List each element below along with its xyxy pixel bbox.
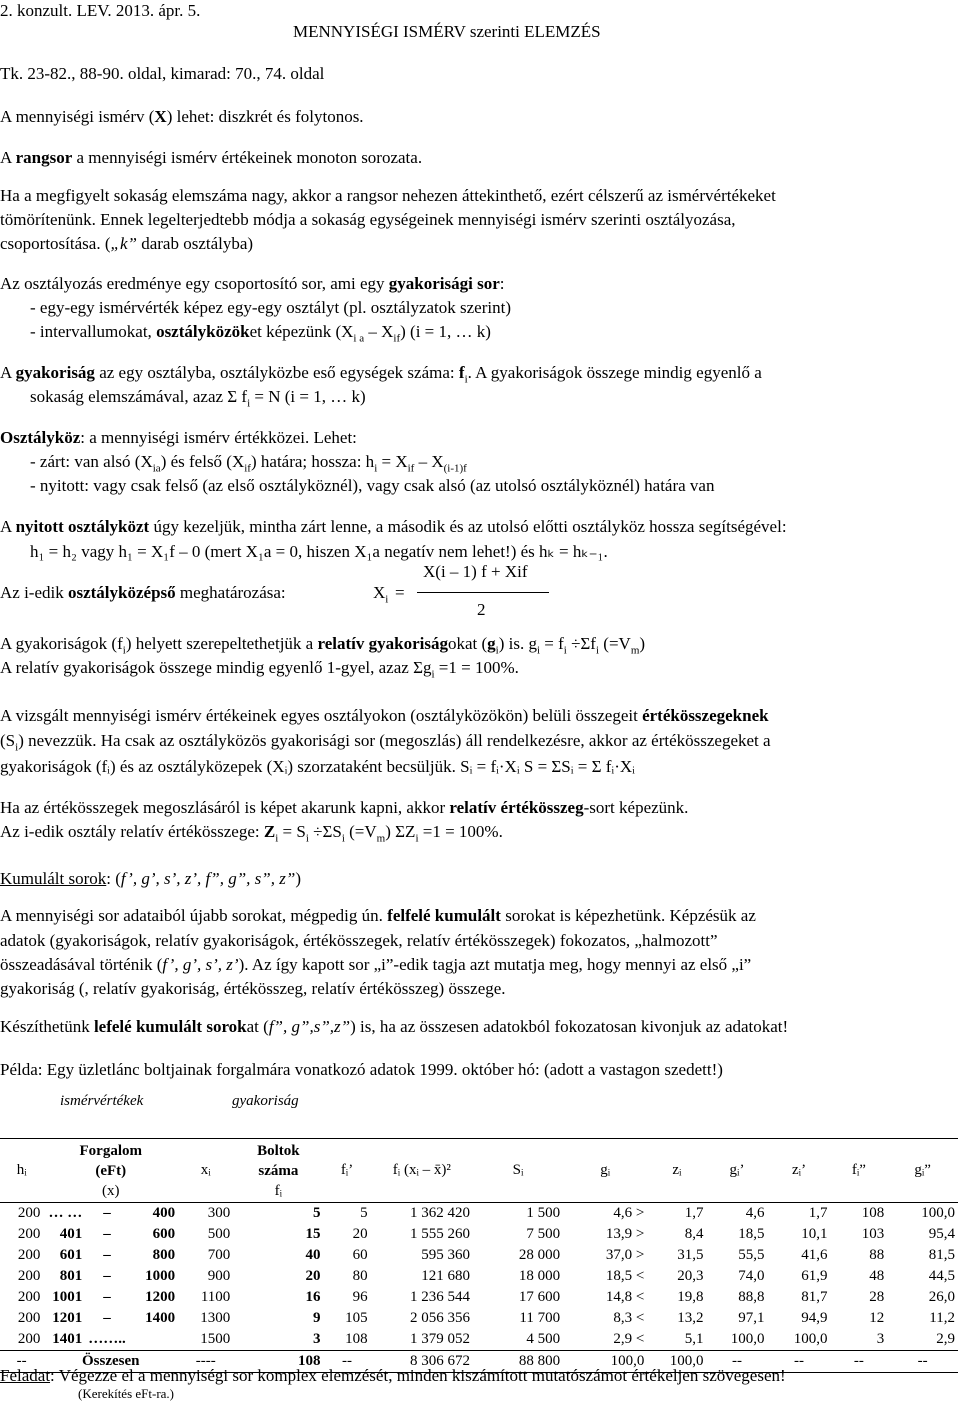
cell-zc: 1,7 xyxy=(808,1205,828,1221)
paragraph-relativ-line1: A gyakoriságok $(f_i)$ helyett szerepeltethetjük a relatív gyakoriságokat $(g_i)$ is. $g_i = f_i \div\Sigma f_i$ $(=V_m)$ xyxy=(0,634,646,657)
paragraph-osztalyozas-line3: - intervallumokat, osztályközöket képezünk $(X_{i a} - X_{if}) (i = 1$, … k) xyxy=(30,322,491,345)
cell-zc: 94,9 xyxy=(801,1310,828,1326)
cell-x: 900 xyxy=(207,1268,231,1284)
table-row xyxy=(0,1308,958,1329)
cell-gc: 55,5 xyxy=(738,1247,765,1263)
col-header-g-downward: gᵢ” xyxy=(914,1162,931,1178)
cell-g: 37,0 > xyxy=(605,1247,645,1263)
cell-z: 31,5 xyxy=(677,1247,704,1263)
cell-g: 18,5 < xyxy=(605,1268,645,1284)
total-cell-fc: -- xyxy=(342,1353,353,1369)
cell-gc: 88,8 xyxy=(738,1289,765,1305)
col-header-x: xᵢ xyxy=(200,1162,211,1178)
cell-fd: 103 xyxy=(861,1226,885,1242)
cell-z: 13,2 xyxy=(677,1310,704,1326)
col-header-boltok: Boltok száma fᵢ xyxy=(257,1142,300,1199)
cell-fd: 108 xyxy=(861,1205,885,1221)
table-header-row xyxy=(0,1139,958,1203)
cell-gc: 4,6 xyxy=(745,1205,765,1221)
cell-f: 15 xyxy=(305,1226,321,1242)
col-header-z-cumulative: zᵢ’ xyxy=(791,1162,807,1178)
cell-dash: – xyxy=(103,1205,111,1221)
cell-fc: 108 xyxy=(345,1331,368,1347)
paragraph-felfele-line3: összeadásával történik (f’, g’, s’, z’). Az így kapott sor „i”-edik tagja azt mutatja meg, hogy mennyi az első „i” xyxy=(0,955,752,974)
formula-denominator: 2 xyxy=(477,600,486,619)
paragraph-osztalyozas-line2: - egy-egy ismérvérték képez egy-egy osztályt (pl. osztályzatok szerint) xyxy=(30,298,511,317)
cell-f: 5 xyxy=(312,1205,321,1221)
cell-fc: 20 xyxy=(352,1226,368,1242)
cell-h: 200 xyxy=(17,1205,41,1221)
task-rounding-note: (Kerekítés eFt-ra.) xyxy=(78,1386,175,1401)
paragraph-osztalykoz-line3: - nyitott: vagy csak felső (az első osztályköznél), vagy csak alsó (az utolsó osztályköznél) határa van xyxy=(30,476,715,495)
cell-zc: 100,0 xyxy=(793,1331,828,1347)
cell-fd: 88 xyxy=(869,1247,885,1263)
cell-x: 700 xyxy=(207,1247,231,1263)
total-cell-g: 100,0 xyxy=(610,1353,645,1369)
cell-dash: – xyxy=(103,1268,111,1284)
cell-s: 11 700 xyxy=(519,1310,561,1326)
paragraph-gyakorisag-line1: A gyakoriság az egy osztályba, osztályközbe eső egységek száma: $f_i$. A gyakoriságok összege mindig egyenlő a xyxy=(0,363,762,386)
cell-hi: 1200 xyxy=(145,1289,176,1305)
formula-equals: = xyxy=(395,583,405,602)
col-header-g-cumulative: gᵢ’ xyxy=(729,1162,745,1178)
cell-f: 20 xyxy=(305,1268,321,1284)
cell-gd: 11,2 xyxy=(929,1310,955,1326)
paragraph-felfele-line2: adatok (gyakoriságok, relatív gyakoriságok, értékösszegek, relatív értékösszegek) fokozatos, „halmozott” xyxy=(0,931,718,950)
total-cell-z: 100,0 xyxy=(669,1353,704,1369)
cell-f: 16 xyxy=(305,1289,321,1305)
cell-s: 7 500 xyxy=(526,1226,561,1242)
table-row xyxy=(0,1224,958,1245)
cell-gd: 81,5 xyxy=(928,1247,955,1263)
cell-dev: 1 362 420 xyxy=(410,1205,471,1221)
cell-z: 1,7 xyxy=(684,1205,704,1221)
col-header-s: Sᵢ xyxy=(512,1162,524,1178)
cell-dash: …….. xyxy=(88,1331,126,1347)
table-row xyxy=(0,1203,958,1225)
cell-f: 3 xyxy=(312,1331,321,1347)
cell-lo: … … xyxy=(48,1205,83,1221)
cell-f: 9 xyxy=(312,1310,321,1326)
total-cell-label: Összesen xyxy=(81,1353,140,1369)
cell-h: 200 xyxy=(17,1268,41,1284)
cell-h: 200 xyxy=(17,1247,41,1263)
cell-g: 2,9 < xyxy=(613,1331,645,1347)
cell-s: 28 000 xyxy=(518,1247,561,1263)
paragraph-tomorites-line2: tömörítenünk. Ennek legelterjedtebb módja a sokaság egységeinek mennyiségi ismérv szerinti osztályozása, xyxy=(0,210,736,229)
cell-dev: 2 056 356 xyxy=(410,1310,471,1326)
cell-x: 300 xyxy=(207,1205,231,1221)
cell-s: 1 500 xyxy=(526,1205,561,1221)
cell-h: 200 xyxy=(17,1310,41,1326)
cell-s: 18 000 xyxy=(518,1268,561,1284)
cell-hi: 400 xyxy=(152,1205,176,1221)
formula-lhs: $X_i$ xyxy=(373,583,389,606)
paragraph-osztalykozep: Az i-edik osztályközépső meghatározása: xyxy=(0,583,286,602)
formula-fraction-bar xyxy=(417,592,549,593)
cell-g: 4,6 > xyxy=(613,1205,645,1221)
cell-gc: 100,0 xyxy=(730,1331,765,1347)
cell-hi: 800 xyxy=(152,1247,176,1263)
cell-dash: – xyxy=(103,1226,111,1242)
cell-fc: 5 xyxy=(360,1205,368,1221)
cell-dev: 121 680 xyxy=(421,1268,471,1284)
cell-fd: 28 xyxy=(869,1289,885,1305)
cell-s: 17 600 xyxy=(518,1289,561,1305)
cell-dash: – xyxy=(103,1289,111,1305)
class-midpoint-formula xyxy=(373,560,553,624)
cell-gc: 97,1 xyxy=(738,1310,765,1326)
col-header-forgalom: Forgalom (eFt) (x) xyxy=(79,1142,142,1199)
paragraph-osztalykoz-line2: - zárt: van alsó $(X_{ia})$ és felső $(X_{if})$ határa; hossza: $h_i = X_{if} - X_{(i-1)f}$ xyxy=(30,452,467,475)
cell-x: 1500 xyxy=(200,1331,231,1347)
formula-numerator: X(i – 1) f + Xif xyxy=(423,562,528,581)
total-cell-s: 88 800 xyxy=(518,1353,561,1369)
table-row xyxy=(0,1266,958,1287)
cell-gc: 18,5 xyxy=(738,1226,765,1242)
cell-z: 20,3 xyxy=(677,1268,704,1284)
cell-g: 14,8 < xyxy=(605,1289,645,1305)
task-paragraph: Feladat: Végezze el a mennyiségi sor komplex elemzését, minden kiszámított mutatószámot értékeljen szövegesen! xyxy=(0,1366,786,1385)
cell-dev: 1 236 544 xyxy=(410,1289,471,1305)
cell-z: 8,4 xyxy=(684,1226,704,1242)
cell-dev: 595 360 xyxy=(421,1247,471,1263)
paragraph-lefele: Készíthetünk lefelé kumulált sorokat (f”, g”,s”,z”) is, ha az összesen adatokból fokozatosan kivonjuk az adatokat! xyxy=(0,1017,789,1036)
col-header-deviation: fᵢ (xᵢ – x̄)² xyxy=(392,1162,451,1178)
total-cell-x: ---- xyxy=(195,1353,216,1369)
cell-gd: 100,0 xyxy=(921,1205,955,1221)
total-cell-gd: -- xyxy=(917,1353,928,1369)
lecture-date: 2. konzult. LEV. 2013. ápr. 5. xyxy=(0,1,201,20)
table-row xyxy=(0,1287,958,1308)
cell-x: 1100 xyxy=(200,1289,231,1305)
cell-lo: 1001 xyxy=(52,1289,83,1305)
cell-zc: 41,6 xyxy=(801,1247,828,1263)
cell-lo: 801 xyxy=(59,1268,83,1284)
paragraph-ertekosszeg-line2: $(S_i)$ nevezzük. Ha csak az osztályközös gyakorisági sor (megoszlás) áll rendelkezésre, akkor az értékösszegeket a xyxy=(0,731,771,754)
total-cell-fd: -- xyxy=(853,1353,864,1369)
paragraph-tomorites-line3: csoportosítása. („k” darab osztályba) xyxy=(0,234,254,253)
cell-f: 40 xyxy=(305,1247,321,1263)
group-label-ismervertekek: ismérvértékek xyxy=(60,1093,144,1109)
cell-z: 5,1 xyxy=(684,1331,704,1347)
cell-hi: 1000 xyxy=(145,1268,176,1284)
cell-zc: 61,9 xyxy=(801,1268,828,1284)
cell-dash: – xyxy=(103,1247,111,1263)
cell-lo: 1201 xyxy=(52,1310,83,1326)
cell-fd: 12 xyxy=(869,1310,885,1326)
cell-fd: 3 xyxy=(876,1331,885,1347)
cell-fc: 80 xyxy=(352,1268,368,1284)
cell-lo: 1401 xyxy=(52,1331,83,1347)
paragraph-osztalyozas-line1: Az osztályozás eredménye egy csoportosító sor, ami egy gyakorisági sor: xyxy=(0,274,505,293)
col-header-f-downward: fᵢ” xyxy=(851,1162,866,1178)
cell-gd: 26,0 xyxy=(928,1289,955,1305)
paragraph-kumulalt-sorok: Kumulált sorok: (f’, g’, s’, z’, f”, g”, s”, z”) xyxy=(0,869,301,888)
cell-fc: 60 xyxy=(352,1247,368,1263)
frequency-table xyxy=(0,1138,958,1373)
paragraph-felfele-line1: A mennyiségi sor adataiból újabb sorokat, mégpedig ún. felfelé kumulált sorokat is képezhetünk. Képzésük az xyxy=(0,906,756,925)
cell-gd: 2,9 xyxy=(936,1331,955,1347)
paragraph-ismerv: A mennyiségi ismérv (X) lehet: diszkrét és folytonos. xyxy=(0,107,364,126)
table-row xyxy=(0,1245,958,1266)
paragraph-relativ-line2: A relatív gyakoriságok összege mindig egyenlő 1-gyel, azaz $\Sigma g_i =1 = 100\%$. xyxy=(0,658,519,681)
cell-z: 19,8 xyxy=(677,1289,704,1305)
total-cell-f: 108 xyxy=(297,1353,321,1369)
cell-gc: 74,0 xyxy=(738,1268,765,1284)
paragraph-relativ-ertekosszeg-line1: Ha az értékösszegek megoszlásáról is képet akarunk kapni, akkor relatív értékösszeg-sort képezünk. xyxy=(0,798,689,817)
cell-fc: 96 xyxy=(352,1289,368,1305)
cell-dev: 1 555 260 xyxy=(410,1226,471,1242)
cell-gd: 44,5 xyxy=(928,1268,955,1284)
cell-fd: 48 xyxy=(869,1268,885,1284)
paragraph-relativ-ertekosszeg-line2: Az i-edik osztály relatív értékösszege: $Z_i = S_i \div\Sigma S_i$ $(=V_m)$ $\Sigma Z_i =1 = 100\%$. xyxy=(0,822,503,845)
col-header-z: zᵢ xyxy=(672,1162,682,1178)
cell-s: 4 500 xyxy=(526,1331,561,1347)
paragraph-rangsor: A rangsor a mennyiségi ismérv értékeinek monoton sorozata. xyxy=(0,148,423,167)
paragraph-felfele-line4: gyakoriság (, relatív gyakoriság, értékösszeg, relatív értékösszeg) összege. xyxy=(0,979,506,998)
cell-g: 8,3 < xyxy=(613,1310,645,1326)
cell-hi: 1400 xyxy=(145,1310,176,1326)
page-title: MENNYISÉGI ISMÉRV szerinti ELEMZÉS xyxy=(293,22,601,41)
cell-g: 13,9 > xyxy=(605,1226,645,1242)
paragraph-ertekosszeg-line3: gyakoriságok (fᵢ) és az osztályközepek (Xᵢ) szorzataként becsüljük. Sᵢ = fᵢ·Xᵢ S = ΣSᵢ = Σ fᵢ·Xᵢ xyxy=(0,757,635,776)
col-header-h: hᵢ xyxy=(16,1162,27,1178)
cell-lo: 401 xyxy=(59,1226,83,1242)
table-body xyxy=(0,1203,958,1373)
textbook-reference: Tk. 23-82., 88-90. oldal, kimarad: 70., 74. oldal xyxy=(0,64,325,83)
total-cell-zc: -- xyxy=(794,1353,805,1369)
cell-hi: 600 xyxy=(152,1226,176,1242)
paragraph-nyitott-line2: h₁ = h₂ vagy h₁ = X₁f – 0 (mert X₁a = 0, hiszen X₁a negatív nem lehet!) és hₖ = hₖ₋₁. xyxy=(30,542,608,561)
total-cell-h: -- xyxy=(16,1353,27,1369)
total-cell-dev: 8 306 672 xyxy=(410,1353,471,1369)
paragraph-pelda: Példa: Egy üzletlánc boltjainak forgalmára vonatkozó adatok 1999. október hó: (adott a vastagon szedett!) xyxy=(0,1060,723,1079)
paragraph-nyitott-line1: A nyitott osztályközt úgy kezeljük, mintha zárt lenne, a második és az utolsó előtti osztályköz hossza segítségével: xyxy=(0,517,787,536)
table-row xyxy=(0,1329,958,1351)
col-header-f-cumulative: fᵢ’ xyxy=(340,1162,354,1178)
col-header-g: gᵢ xyxy=(600,1162,611,1178)
cell-dev: 1 379 052 xyxy=(410,1331,471,1347)
paragraph-gyakorisag-line2: sokaság elemszámával, azaz Σ $f_i = N$ (i = 1, … k) xyxy=(30,387,366,410)
cell-hi xyxy=(129,1329,178,1351)
cell-zc: 10,1 xyxy=(801,1226,828,1242)
cell-h: 200 xyxy=(17,1226,41,1242)
cell-lo: 601 xyxy=(59,1247,83,1263)
cell-h: 200 xyxy=(17,1289,41,1305)
paragraph-tomorites-line1: Ha a megfigyelt sokaság elemszáma nagy, akkor a rangsor nehezen áttekinthető, ezért célszerű az ismérvértékeket xyxy=(0,186,776,205)
cell-zc: 81,7 xyxy=(801,1289,828,1305)
total-cell-gc: -- xyxy=(732,1353,743,1369)
paragraph-ertekosszeg-line1: A vizsgált mennyiségi ismérv értékeinek egyes osztályokon (osztályközökön) belüli összegeit értékösszegeknek xyxy=(0,706,769,725)
cell-gd: 95,4 xyxy=(928,1226,955,1242)
group-label-gyakorisag: gyakoriság xyxy=(232,1093,299,1109)
cell-fc: 105 xyxy=(345,1310,368,1326)
cell-x: 1300 xyxy=(200,1310,231,1326)
paragraph-osztalykoz-line1: Osztályköz: a mennyiségi ismérv értékközei. Lehet: xyxy=(0,428,357,447)
cell-h: 200 xyxy=(17,1331,41,1347)
cell-dash: – xyxy=(103,1310,111,1326)
cell-x: 500 xyxy=(207,1226,231,1242)
